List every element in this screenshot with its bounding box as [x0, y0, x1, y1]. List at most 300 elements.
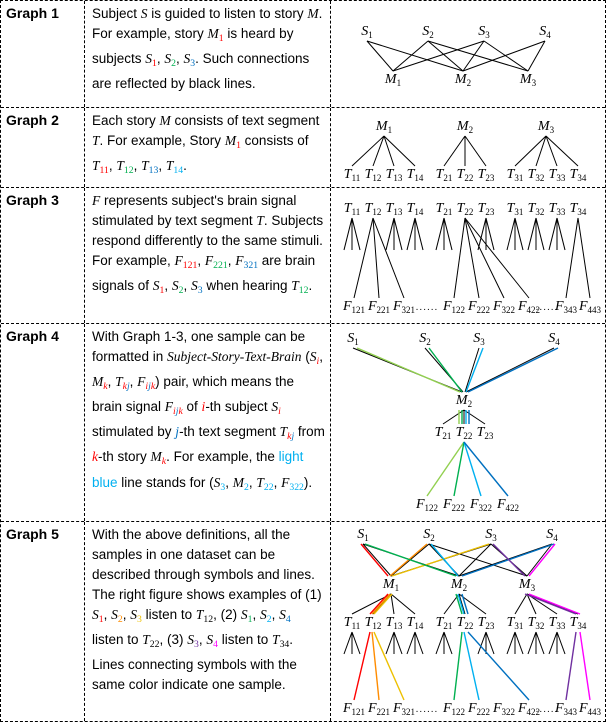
graph-line	[444, 136, 465, 166]
math-symbol: M	[207, 26, 219, 41]
node-M2: $M_2$	[456, 119, 474, 135]
text-run: . For example, Story	[99, 133, 225, 148]
node-F122: $F_{122}$	[442, 299, 466, 315]
math-subscript: 221	[213, 260, 228, 272]
graph-line	[515, 632, 523, 654]
text-run: Each story	[92, 113, 160, 128]
node-T12: $T_{12}$	[364, 201, 382, 217]
text-run: ).	[303, 474, 313, 490]
math-symbol: S	[187, 632, 195, 648]
sample-line-lightblue	[464, 442, 481, 496]
text-run: from	[294, 424, 325, 440]
math-symbol: M	[232, 474, 244, 490]
node-S3: $S_3$	[485, 527, 497, 543]
graph-line	[536, 218, 544, 250]
graph-line	[465, 348, 479, 392]
graph-line	[394, 218, 402, 250]
text-run: consists of	[240, 133, 309, 148]
math-symbol: T	[142, 632, 150, 648]
math-subscript: 1	[159, 285, 165, 297]
math-subscript: 1	[218, 33, 224, 45]
node-T13: $T_{13}$	[385, 167, 403, 183]
text-run: . Subjects respond differently to the same stimuli. For example,	[92, 213, 324, 268]
graph-line	[407, 632, 415, 654]
node-M1: $M_1$	[375, 119, 393, 135]
figure-row	[1, 522, 605, 721]
graph-line	[444, 218, 452, 250]
text-run: of	[182, 399, 202, 415]
math-subscript: 3	[194, 639, 199, 651]
graph-line	[391, 594, 415, 614]
node-T13: $T_{13}$	[385, 615, 403, 631]
text-run: -th story	[98, 449, 151, 465]
math-subscript: 12	[123, 165, 134, 177]
text-run: light blue	[92, 449, 304, 490]
node-S2: $S_2$	[419, 331, 431, 347]
math-subscript: k	[161, 456, 167, 468]
graph-label: Graph 1	[1, 1, 85, 107]
graph-line	[465, 218, 479, 298]
text-run: . Lines connecting symbols with the same color indicate one sample.	[92, 632, 297, 693]
node-M2: $M_2$	[455, 393, 473, 409]
text-run: -th subject	[205, 399, 272, 415]
math-symbol: i	[201, 399, 206, 415]
node-T21: $T_{21}$	[435, 615, 453, 631]
math-subscript: 121	[182, 260, 198, 272]
node-S3: $S_3$	[473, 331, 485, 347]
math-symbol: F	[235, 253, 244, 268]
sample-line-green	[454, 632, 462, 700]
math-subscript: i	[173, 406, 176, 418]
figure-row	[1, 108, 605, 188]
node-T31: $T_{31}$	[506, 615, 524, 631]
math-subscript: 2	[171, 58, 177, 70]
graph-line	[484, 41, 528, 71]
graph-line	[528, 218, 536, 250]
node-T21: $T_{21}$	[434, 425, 452, 441]
node-F343: $F_{343}$	[554, 701, 578, 717]
math-subscript: j	[175, 406, 179, 418]
math-symbol: S	[260, 607, 267, 622]
node-T14: $T_{14}$	[406, 615, 424, 631]
math-symbol: S	[152, 278, 160, 294]
graph-description	[85, 188, 331, 323]
node-T22: $T_{22}$	[456, 615, 474, 631]
node-M2: $M_2$	[454, 72, 472, 88]
node-F222: $F_{222}$	[467, 701, 491, 717]
math-subscript: i	[278, 406, 281, 418]
math-subscript: k	[287, 431, 292, 443]
math-subscript: 3	[190, 58, 196, 70]
math-subscript: 2	[117, 614, 123, 626]
math-symbol: T	[116, 158, 124, 174]
text-run: ,	[158, 158, 166, 174]
math-symbol: F	[174, 253, 183, 268]
graph-line	[515, 594, 527, 614]
ellipsis: ......	[415, 302, 439, 313]
graph-line	[536, 632, 544, 654]
math-symbol: F	[164, 399, 174, 415]
graph-line	[436, 632, 444, 654]
graph-line	[465, 218, 504, 298]
node-F343: $F_{343}$	[554, 299, 578, 315]
math-subscript: k	[150, 381, 156, 393]
text-run: Subject	[92, 6, 141, 21]
math-symbol: T	[279, 424, 288, 440]
graph-line	[454, 218, 465, 298]
math-symbol: j	[175, 424, 180, 440]
math-symbol: S	[111, 607, 118, 622]
node-T22: $T_{22}$	[456, 167, 474, 183]
graph-line	[578, 218, 590, 298]
node-T22: $T_{22}$	[455, 425, 473, 441]
math-subscript: k	[178, 406, 183, 418]
text-run: listen to	[218, 632, 273, 648]
node-F422: $F_{422}$	[517, 299, 541, 315]
text-run: ,	[252, 607, 261, 622]
node-T11: $T_{11}$	[343, 615, 361, 631]
graph-line	[528, 632, 536, 654]
graph-description	[85, 108, 331, 187]
node-T32: $T_{32}$	[527, 167, 545, 183]
node-F322: $F_{322}$	[492, 299, 516, 315]
node-T34: $T_{34}$	[569, 167, 587, 183]
graph-description	[85, 324, 331, 521]
node-S2: $S_2$	[423, 527, 435, 543]
text-run: .	[183, 158, 187, 174]
math-symbol: M	[307, 6, 319, 21]
node-T34: $T_{34}$	[569, 201, 587, 217]
sample-line-purple	[525, 594, 576, 614]
math-symbol: S	[191, 278, 198, 294]
text-run: ,	[225, 474, 233, 490]
node-F321: $F_{321}$	[392, 701, 416, 717]
graph-line	[549, 632, 557, 654]
node-T21: $T_{21}$	[435, 167, 453, 183]
math-symbol: T	[256, 474, 264, 490]
text-run: , (3)	[159, 632, 188, 648]
graph-diagram	[331, 188, 605, 323]
node-T34: $T_{34}$	[569, 615, 587, 631]
text-run: ,	[156, 51, 165, 67]
node-F321: $F_{321}$	[392, 299, 416, 315]
math-subscript: 1	[98, 614, 104, 626]
graph-line	[549, 218, 557, 250]
node-F222: $F_{222}$	[442, 497, 466, 513]
graph-label: Graph 4	[1, 324, 85, 521]
node-T33: $T_{33}$	[548, 167, 566, 183]
text-run: -th text segment	[179, 424, 280, 440]
diagram-canvas	[332, 324, 604, 520]
math-symbol: F	[281, 474, 290, 490]
graph-line	[444, 632, 452, 654]
node-T33: $T_{33}$	[548, 615, 566, 631]
node-S4: $S_4$	[548, 331, 560, 347]
node-M3: $M_3$	[519, 72, 537, 88]
text-run: . For example, the	[166, 449, 279, 465]
text-run: ,	[319, 349, 323, 364]
node-T12: $T_{12}$	[364, 167, 382, 183]
sample-line-magenta	[580, 632, 590, 700]
node-T31: $T_{31}$	[506, 201, 524, 217]
sample-line-red	[370, 594, 388, 614]
node-T22: $T_{22}$	[456, 201, 474, 217]
text-run: ,	[133, 158, 142, 174]
graph-line	[515, 218, 523, 250]
math-subscript: i	[145, 381, 149, 393]
math-symbol: T	[165, 158, 174, 174]
math-symbol: Subject-Story-Text-Brain	[167, 349, 302, 364]
text-run: . Such connections are reflected by black lines.	[92, 51, 310, 92]
graph-line	[528, 41, 545, 71]
graph-line	[352, 136, 384, 166]
text-run: is heard by subjects	[92, 26, 294, 67]
node-T32: $T_{32}$	[527, 201, 545, 217]
node-T11: $T_{11}$	[343, 167, 361, 183]
node-F221: $F_{221}$	[367, 299, 391, 315]
sample-line-magenta	[529, 594, 580, 614]
node-M3: $M_3$	[518, 577, 536, 593]
node-T14: $T_{14}$	[406, 167, 424, 183]
graph-line	[352, 632, 360, 654]
node-T23: $T_{23}$	[477, 201, 495, 217]
graph-line	[546, 136, 578, 166]
math-symbol: S	[171, 278, 179, 294]
text-run: ,	[122, 607, 131, 622]
graph-line	[367, 41, 463, 71]
sample-line-red	[361, 544, 388, 576]
text-run: ,	[198, 632, 207, 648]
graph-line	[415, 632, 423, 654]
math-subscript: 4	[213, 639, 219, 651]
math-subscript: 2	[178, 285, 184, 297]
math-symbol: S	[213, 474, 221, 490]
sample-line-blue	[464, 442, 508, 496]
math-symbol: F	[137, 374, 146, 390]
math-symbol: S	[206, 632, 214, 648]
math-symbol: S	[130, 607, 137, 622]
graph-line	[557, 632, 565, 654]
graph-label: Graph 2	[1, 108, 85, 187]
node-F222: $F_{222}$	[467, 299, 491, 315]
graph-diagram	[331, 1, 605, 107]
math-symbol: M	[224, 133, 237, 148]
graph-line	[393, 41, 484, 71]
text-run: . For example, story	[92, 6, 323, 41]
diagram-canvas	[332, 188, 604, 322]
math-subscript: i	[316, 356, 320, 368]
math-subscript: j	[148, 381, 151, 393]
text-run: (	[301, 349, 310, 364]
math-symbol: S	[279, 607, 286, 622]
text-run: With the above definitions, all the samples in one dataset can be described through symbols and lines. The right figure shows examples of (1)	[92, 527, 322, 602]
text-run: ,	[271, 607, 280, 622]
math-symbol: M	[150, 449, 162, 465]
math-symbol: F	[92, 193, 101, 208]
math-symbol: S	[271, 399, 279, 415]
graph-label: Graph 3	[1, 188, 85, 323]
text-run: ,	[227, 253, 236, 268]
ellipsis: ......	[535, 704, 559, 715]
text-run: are brain signals of	[92, 253, 316, 294]
ellipsis: ......	[535, 302, 559, 313]
math-subscript: 4	[285, 614, 291, 626]
math-symbol: S	[183, 51, 191, 67]
graph-line	[344, 632, 352, 654]
math-subscript: 3	[137, 614, 142, 626]
text-run: ,	[107, 374, 116, 390]
sample-line-purple	[566, 632, 576, 700]
ellipsis: ......	[415, 704, 439, 715]
node-S1: $S_1$	[361, 24, 373, 40]
math-symbol: T	[256, 213, 264, 228]
node-M2: $M_2$	[450, 577, 468, 593]
node-F422: $F_{422}$	[517, 701, 541, 717]
graph-line	[507, 218, 515, 250]
node-S1: $S_1$	[347, 331, 359, 347]
sample-line-yellow	[374, 594, 392, 614]
node-S4: $S_4$	[546, 527, 558, 543]
node-T13: $T_{13}$	[385, 201, 403, 217]
graph-line	[463, 41, 484, 71]
math-symbol: T	[92, 158, 100, 174]
graph-line	[557, 218, 565, 250]
node-M3: $M_3$	[537, 119, 555, 135]
graph-line	[466, 348, 554, 392]
graph-line	[391, 594, 394, 614]
node-F122: $F_{122}$	[415, 497, 439, 513]
math-symbol: M	[92, 374, 104, 390]
text-run: , (2)	[213, 607, 241, 622]
math-symbol: M	[159, 113, 171, 128]
math-subscript: 3	[220, 481, 226, 493]
node-T23: $T_{23}$	[476, 425, 494, 441]
node-F422: $F_{422}$	[496, 497, 520, 513]
node-T12: $T_{12}$	[364, 615, 382, 631]
graph-label: Graph 5	[1, 522, 85, 721]
graph-line	[415, 218, 423, 250]
math-symbol: k	[92, 449, 98, 465]
math-subscript: 1	[247, 614, 253, 626]
math-subscript: 321	[243, 260, 259, 272]
node-S2: $S_2$	[422, 24, 434, 40]
math-subscript: 1	[152, 58, 157, 70]
graph-line	[386, 632, 394, 654]
text-run: when hearing	[202, 278, 292, 294]
graph-line	[394, 632, 402, 654]
math-subscript: 14	[173, 165, 184, 177]
math-symbol: T	[115, 374, 123, 390]
text-run: With Graph 1-3, one sample can be formatted in	[92, 329, 306, 364]
math-subscript: 2	[243, 481, 249, 493]
math-subscript: j	[291, 431, 295, 443]
math-subscript: k	[103, 381, 108, 393]
math-symbol: T	[141, 158, 149, 174]
math-subscript: 12	[298, 285, 309, 297]
math-symbol: T	[92, 133, 100, 148]
math-subscript: j	[126, 381, 130, 393]
math-subscript: k	[122, 381, 127, 393]
text-run: ,	[129, 374, 138, 390]
figure-row	[1, 324, 605, 522]
graph-line	[463, 41, 545, 71]
figure-row	[1, 1, 605, 108]
graph-line	[443, 410, 464, 424]
node-S1: $S_1$	[357, 527, 369, 543]
node-M1: $M_1$	[382, 577, 400, 593]
graph-line	[464, 410, 485, 424]
text-run: .	[308, 278, 313, 294]
math-symbol: S	[240, 607, 248, 622]
math-subscript: 13	[148, 165, 159, 177]
graph-line	[373, 594, 391, 614]
math-subscript: 11	[99, 165, 109, 177]
graph-line	[459, 594, 465, 614]
math-symbol: S	[92, 607, 99, 622]
text-run: ,	[183, 278, 192, 294]
graph-line	[352, 218, 360, 250]
node-S3: $S_3$	[478, 24, 490, 40]
node-F322: $F_{322}$	[469, 497, 493, 513]
text-run: ,	[176, 51, 184, 67]
graph-line	[428, 41, 463, 71]
node-F221: $F_{221}$	[367, 701, 391, 717]
math-symbol: T	[272, 632, 280, 648]
graph-diagram	[331, 108, 605, 187]
node-M1: $M_1$	[384, 72, 402, 88]
text-run: ,	[164, 278, 172, 294]
math-symbol: F	[204, 253, 214, 268]
diagram-canvas	[332, 1, 604, 105]
math-symbol: T	[195, 607, 204, 622]
graph-line	[428, 41, 528, 71]
math-subscript: 3	[197, 285, 203, 297]
node-T23: $T_{23}$	[477, 167, 495, 183]
math-subscript: 2	[266, 614, 272, 626]
math-subscript: 322	[289, 481, 304, 493]
graph-line	[407, 218, 415, 250]
node-F322: $F_{322}$	[492, 701, 516, 717]
text-run: ,	[248, 474, 257, 490]
sample-line-red	[354, 632, 370, 700]
math-subscript: 34	[279, 639, 290, 651]
text-run: ,	[108, 158, 117, 174]
sample-line-blue	[468, 348, 558, 392]
math-symbol: T	[291, 278, 299, 294]
node-T21: $T_{21}$	[435, 201, 453, 217]
graph-diagram	[331, 522, 605, 721]
text-run: ,	[103, 607, 112, 622]
graph-line	[465, 136, 486, 166]
text-run: ) pair, which means the brain signal	[92, 374, 294, 415]
math-subscript: 22	[263, 481, 274, 493]
sample-line-orange	[372, 594, 390, 614]
graph-line	[354, 218, 373, 298]
graph-line	[478, 218, 486, 250]
graph-diagram	[331, 324, 605, 521]
sample-line-purple	[493, 544, 525, 576]
text-run: is guided to listen to story	[147, 6, 308, 21]
node-T31: $T_{31}$	[506, 167, 524, 183]
text-run: stimulated by	[92, 424, 176, 440]
node-T14: $T_{14}$	[406, 201, 424, 217]
graph-line	[344, 218, 352, 250]
text-run: consists of text segment	[170, 113, 320, 128]
graph-line	[465, 218, 529, 298]
diagram-canvas	[332, 108, 604, 186]
text-run: ,	[273, 474, 282, 490]
node-T11: $T_{11}$	[343, 201, 361, 217]
